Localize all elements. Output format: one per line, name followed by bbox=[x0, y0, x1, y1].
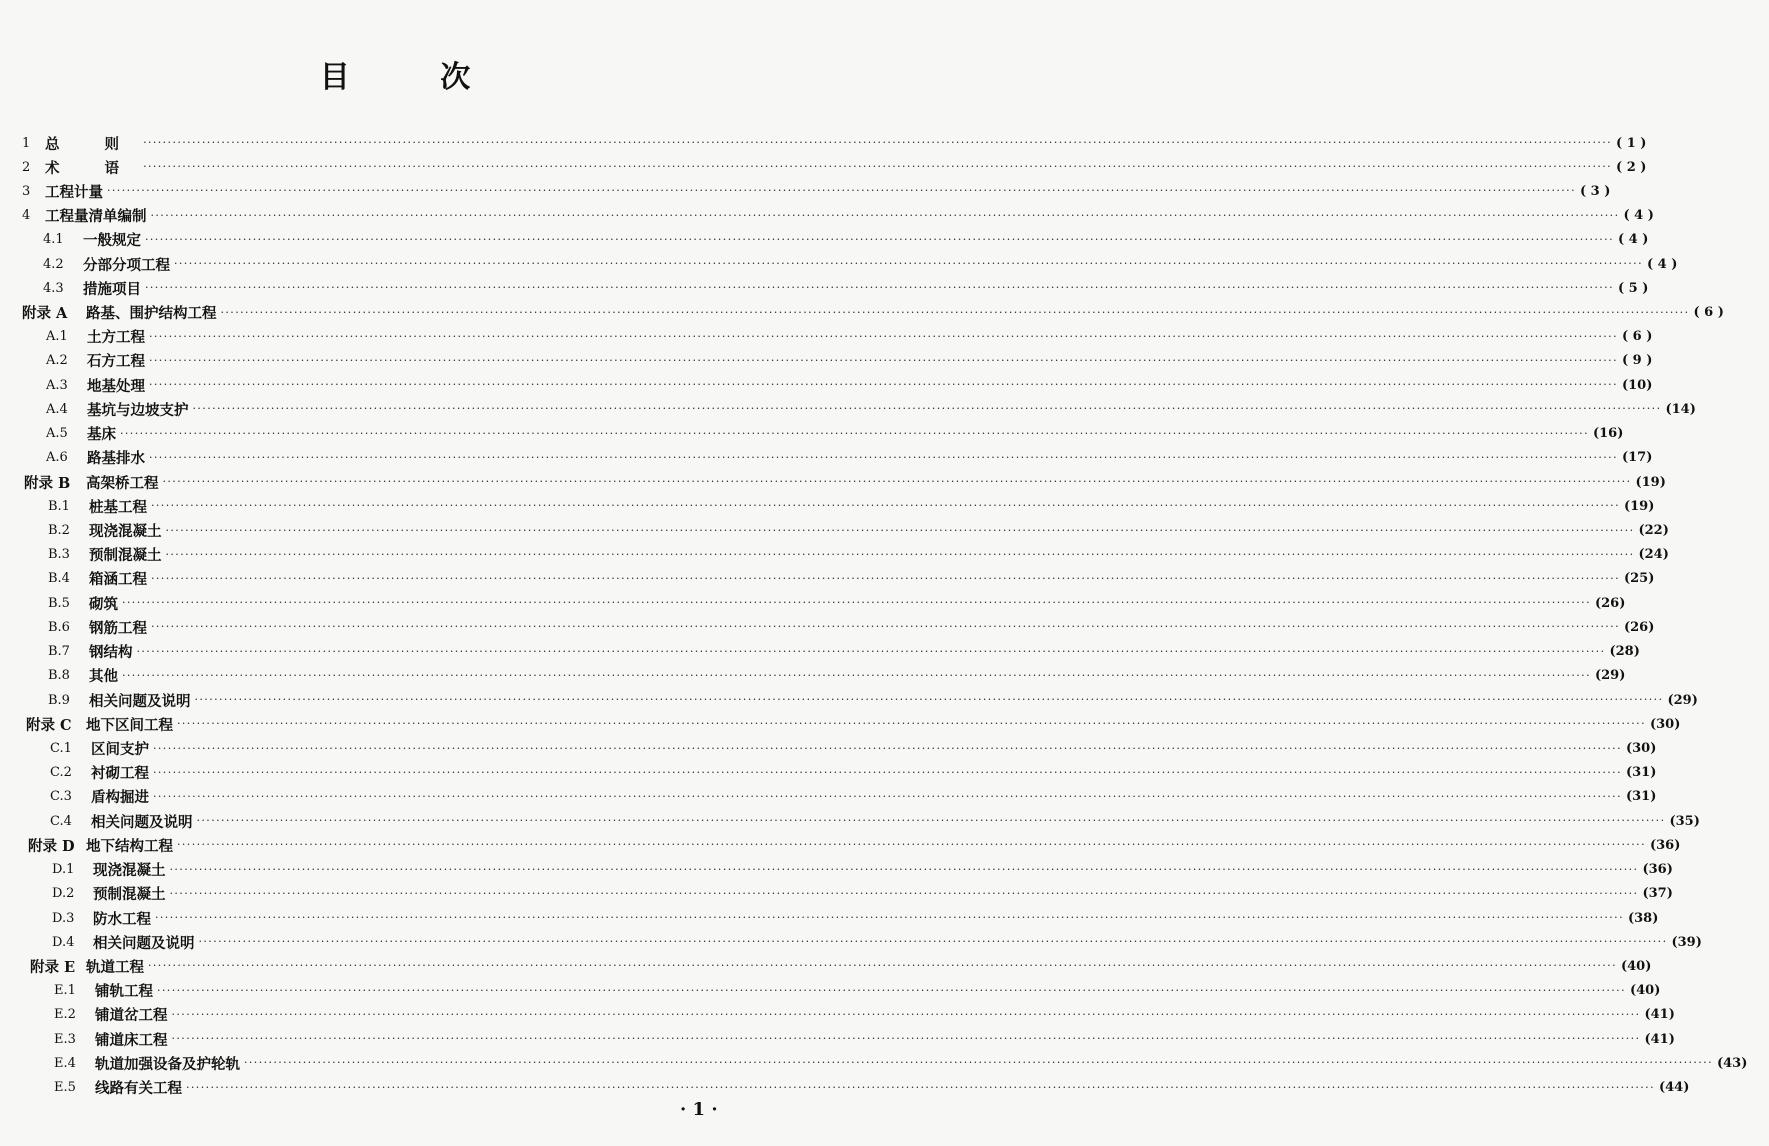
leader-dots: ············································································································································································································································································································ bbox=[153, 741, 1622, 755]
leader-dots: ············································································································································································································································································································ bbox=[145, 232, 1614, 246]
toc-entry-page: (19) bbox=[1623, 498, 1655, 514]
toc-entry-number: 附录 D bbox=[28, 837, 75, 855]
toc-entry-page: (40) bbox=[1620, 958, 1652, 974]
toc-entry[interactable] bbox=[0, 688, 1698, 712]
leader-dots: ············································································································································································································································································································ bbox=[149, 329, 1618, 343]
toc-entry-number: E.1 bbox=[54, 983, 76, 999]
leader-dots: ············································································································································································································································································································ bbox=[198, 935, 1668, 949]
leader-dots: ············································································································································································································································································································ bbox=[143, 136, 1613, 149]
toc-entry-page: (25) bbox=[1623, 571, 1655, 587]
toc-entry-page: ( 6 ) bbox=[1621, 329, 1653, 345]
toc-entry-number: C.1 bbox=[50, 741, 72, 756]
toc-entry[interactable] bbox=[0, 204, 1654, 228]
toc-entry[interactable] bbox=[0, 325, 1653, 349]
toc-entry-number: 附录 C bbox=[26, 716, 72, 734]
toc-entry-number: 2 bbox=[22, 159, 31, 175]
leader-dots: ············································································································································································································································································································ bbox=[148, 959, 1617, 973]
leader-dots: ············································································································································································································································································································ bbox=[150, 208, 1620, 222]
leader-dots: ············································································································································································································································································································ bbox=[192, 402, 1662, 416]
leader-dots: ············································································································································································································································································································ bbox=[177, 838, 1646, 852]
toc-entry-number: A.5 bbox=[46, 426, 68, 442]
toc-entry-label: 铺轨工程 bbox=[95, 983, 153, 1001]
toc-entry-number: C.4 bbox=[50, 813, 72, 829]
toc-entry[interactable] bbox=[0, 1051, 1748, 1075]
toc-entry[interactable] bbox=[0, 446, 1653, 470]
toc-entry-number: B.7 bbox=[48, 644, 70, 660]
toc-entry-number: B.3 bbox=[48, 547, 70, 563]
leader-dots: ············································································································································································································································································································ bbox=[145, 281, 1614, 295]
toc-entry-number: B.1 bbox=[48, 498, 70, 514]
toc-entry[interactable] bbox=[0, 1076, 1690, 1100]
toc-entry[interactable] bbox=[0, 858, 1673, 882]
toc-entry-label: 预制混凝土 bbox=[89, 547, 162, 565]
toc-entry-number: 4 bbox=[22, 208, 31, 224]
toc-entry-label: 区间支护 bbox=[91, 741, 149, 758]
toc-entry-label: 总 则 bbox=[45, 135, 140, 153]
toc-entry[interactable] bbox=[0, 567, 1655, 591]
toc-entry-page: (30) bbox=[1625, 741, 1657, 756]
toc-entry-number: B.4 bbox=[48, 571, 70, 587]
toc-entry-number: B.2 bbox=[48, 523, 70, 539]
toc-entry[interactable] bbox=[0, 276, 1649, 300]
toc-entry[interactable] bbox=[0, 882, 1673, 906]
toc-entry-number: E.3 bbox=[54, 1031, 76, 1047]
leader-dots: ············································································································································································································································································································ bbox=[122, 668, 1591, 682]
leader-dots: ············································································································································································································································································································ bbox=[174, 257, 1643, 271]
leader-dots: ············································································································································································································································································································ bbox=[165, 547, 1635, 561]
toc-entry-label: 地下结构工程 bbox=[86, 837, 173, 855]
toc-entry-label: 高架桥工程 bbox=[86, 474, 159, 492]
toc-entry-label: 分部分项工程 bbox=[83, 256, 170, 274]
toc-entry-page: (37) bbox=[1642, 886, 1673, 902]
toc-entry-number: E.5 bbox=[54, 1080, 76, 1096]
toc-entry-label: 措施项目 bbox=[83, 280, 141, 298]
toc-entry-number: A.1 bbox=[46, 329, 68, 345]
toc-entry[interactable] bbox=[0, 954, 1652, 978]
toc-entry[interactable] bbox=[0, 373, 1653, 397]
toc-entry[interactable] bbox=[0, 1003, 1675, 1027]
toc-entry-label: 术 语 bbox=[45, 159, 140, 177]
toc-entry-page: (29) bbox=[1667, 692, 1698, 708]
leader-dots: ············································································································································································································································································································ bbox=[136, 644, 1606, 658]
leader-dots: ············································································································································································································································································································ bbox=[171, 1007, 1641, 1021]
toc-entry[interactable] bbox=[0, 519, 1669, 543]
toc-entry-label: 其他 bbox=[89, 668, 118, 686]
toc-entry[interactable] bbox=[0, 397, 1696, 421]
toc-entry-label: 一般规定 bbox=[83, 232, 141, 250]
leader-dots: ············································································································································································································································································································ bbox=[120, 426, 1589, 440]
toc-entry[interactable] bbox=[0, 131, 1647, 155]
toc-entry-page: ( 6 ) bbox=[1693, 305, 1724, 321]
leader-dots: ············································································································································································································································································································ bbox=[157, 983, 1626, 997]
toc-entry[interactable] bbox=[0, 228, 1649, 252]
toc-entry-page: (26) bbox=[1623, 619, 1655, 635]
toc-entry-label: 桩基工程 bbox=[89, 498, 147, 516]
toc-entry-number: 附录 E bbox=[30, 958, 76, 976]
toc-entry-page: (19) bbox=[1635, 474, 1666, 490]
toc-entry-label: 现浇混凝土 bbox=[93, 862, 166, 880]
toc-entry-number: A.6 bbox=[46, 450, 68, 466]
toc-entry-label: 线路有关工程 bbox=[95, 1080, 182, 1098]
toc-entry-number: E.4 bbox=[54, 1055, 76, 1071]
toc-entry-number: D.2 bbox=[52, 886, 75, 902]
toc-entry-label: 地基处理 bbox=[87, 377, 145, 395]
toc-entry-number: 4.2 bbox=[43, 256, 64, 272]
toc-entry-page: (44) bbox=[1658, 1080, 1690, 1096]
toc-entry[interactable] bbox=[0, 979, 1661, 1003]
toc-entry-page: (10) bbox=[1621, 377, 1653, 393]
toc-entry-label: 路基、围护结构工程 bbox=[86, 305, 217, 323]
leader-dots: ············································································································································································································································································································ bbox=[149, 378, 1618, 392]
toc-entry[interactable] bbox=[0, 1027, 1675, 1051]
leader-dots: ············································································································································································································································································································ bbox=[177, 717, 1646, 731]
toc-entry-label: 防水工程 bbox=[93, 910, 151, 928]
toc-entry-number: D.4 bbox=[52, 934, 75, 950]
toc-entry-label: 钢结构 bbox=[89, 644, 133, 662]
toc-entry[interactable] bbox=[0, 712, 1681, 736]
leader-dots: ············································································································································································································································································································ bbox=[171, 1032, 1641, 1046]
toc-entry[interactable] bbox=[0, 155, 1647, 179]
toc-entry-page: (24) bbox=[1638, 547, 1669, 563]
toc-entry-label: 相关问题及说明 bbox=[93, 934, 195, 952]
toc-entry-label: 铺道床工程 bbox=[95, 1031, 168, 1049]
toc-entry-number: 4.3 bbox=[43, 280, 64, 296]
toc-entry[interactable] bbox=[0, 422, 1624, 446]
toc-entry-label: 衬砌工程 bbox=[91, 765, 149, 783]
toc-entry-label: 地下区间工程 bbox=[86, 716, 173, 734]
toc-entry-label: 砌筑 bbox=[89, 595, 118, 613]
toc-entry-number: A.4 bbox=[46, 401, 68, 417]
toc-entry-page: ( 3 ) bbox=[1579, 183, 1611, 199]
toc-entry-label: 工程量清单编制 bbox=[45, 208, 147, 226]
leader-dots: ············································································································································································································································································································ bbox=[122, 596, 1591, 610]
toc-entry-label: 铺道岔工程 bbox=[95, 1007, 168, 1025]
toc-entry-number: B.9 bbox=[48, 692, 70, 708]
toc-entry-label: 相关问题及说明 bbox=[91, 813, 193, 831]
toc-entry-page: ( 9 ) bbox=[1621, 353, 1653, 369]
toc-entry-page: ( 4 ) bbox=[1623, 208, 1654, 224]
toc-entry-page: (41) bbox=[1644, 1031, 1675, 1047]
toc-entry-number: 附录 A bbox=[22, 305, 68, 323]
toc-entry-label: 轨道加强设备及护轮轨 bbox=[95, 1055, 240, 1073]
toc-entry[interactable] bbox=[0, 494, 1655, 518]
toc-entry-number: C.2 bbox=[50, 765, 72, 781]
toc-entry-page: (39) bbox=[1671, 934, 1702, 950]
leader-dots: ············································································································································································································································································································ bbox=[244, 1056, 1713, 1070]
leader-dots: ············································································································································································································································································································ bbox=[169, 886, 1639, 900]
toc-entry[interactable] bbox=[0, 761, 1657, 785]
leader-dots: ············································································································································································································································································································ bbox=[196, 814, 1666, 828]
toc-entry[interactable] bbox=[0, 930, 1702, 954]
toc-entry-label: 轨道工程 bbox=[86, 958, 144, 976]
toc-entry[interactable] bbox=[0, 252, 1678, 276]
toc-entry-page: (28) bbox=[1609, 644, 1640, 660]
toc-entry-page: ( 5 ) bbox=[1617, 280, 1649, 296]
leader-dots: ············································································································································································································································································································ bbox=[169, 862, 1639, 876]
toc-entry[interactable] bbox=[0, 615, 1655, 639]
toc-entry-number: 3 bbox=[22, 183, 31, 199]
leader-dots: ············································································································································································································································································································ bbox=[149, 450, 1618, 464]
toc-entry-page: (38) bbox=[1627, 910, 1659, 926]
toc-entry-number: A.3 bbox=[46, 377, 68, 393]
toc-entry-label: 基坑与边坡支护 bbox=[87, 401, 189, 419]
toc-entry-page: ( 1 ) bbox=[1616, 135, 1647, 151]
toc-entry-number: B.8 bbox=[48, 668, 70, 684]
toc-entry[interactable] bbox=[0, 470, 1666, 494]
toc-entry-page: (16) bbox=[1592, 426, 1624, 442]
leader-dots: ············································································································································································································································································································ bbox=[151, 620, 1620, 634]
toc-entry-page: (36) bbox=[1642, 862, 1673, 878]
toc-entry-page: ( 4 ) bbox=[1617, 232, 1649, 248]
leader-dots: ············································································································································································································································································································ bbox=[186, 1080, 1655, 1094]
toc-entry-label: 钢筋工程 bbox=[89, 619, 147, 637]
toc-entry-page: (43) bbox=[1716, 1055, 1748, 1071]
toc-entry-label: 土方工程 bbox=[87, 329, 145, 347]
toc-entry-label: 预制混凝土 bbox=[93, 886, 166, 904]
toc-entry[interactable] bbox=[0, 906, 1659, 930]
toc-entry-label: 工程计量 bbox=[45, 183, 103, 201]
toc-entry-label: 石方工程 bbox=[87, 353, 145, 371]
toc-entry-number: B.5 bbox=[48, 595, 70, 611]
leader-dots: ············································································································································································································································································································ bbox=[194, 693, 1664, 707]
leader-dots: ············································································································································································································································································································ bbox=[165, 523, 1635, 537]
toc-entry-page: (31) bbox=[1625, 789, 1657, 805]
page-title: 目 次 bbox=[319, 60, 511, 95]
toc-entry-number: E.2 bbox=[54, 1007, 76, 1023]
toc-entry[interactable] bbox=[0, 640, 1640, 664]
leader-dots: ············································································································································································································································································································ bbox=[143, 160, 1613, 174]
toc-entry-number: 附录 B bbox=[24, 474, 71, 492]
toc-entry-page: ( 2 ) bbox=[1616, 159, 1647, 175]
toc-entry-page: (40) bbox=[1629, 983, 1661, 999]
toc-entry-page: (30) bbox=[1649, 716, 1681, 732]
toc-entry-page: (31) bbox=[1625, 765, 1657, 781]
toc-entry-page: (36) bbox=[1649, 837, 1681, 853]
toc-entry[interactable] bbox=[0, 543, 1669, 567]
toc-entry-label: 基床 bbox=[87, 426, 116, 444]
toc-entry[interactable] bbox=[0, 664, 1626, 688]
toc-entry[interactable] bbox=[0, 737, 1657, 761]
toc-entry-page: (29) bbox=[1594, 668, 1626, 684]
toc-entry-number: D.1 bbox=[52, 862, 75, 878]
leader-dots: ············································································································································································································································································································ bbox=[220, 305, 1690, 319]
leader-dots: ············································································································································································································································································································ bbox=[153, 789, 1622, 803]
toc-entry-page: (17) bbox=[1621, 450, 1653, 466]
toc-entry-label: 箱涵工程 bbox=[89, 571, 147, 589]
leader-dots: ············································································································································································································································································································ bbox=[151, 571, 1620, 585]
toc-entry-label: 盾构掘进 bbox=[91, 789, 149, 807]
toc-entry-label: 相关问题及说明 bbox=[89, 692, 191, 710]
toc-entry[interactable] bbox=[0, 833, 1681, 857]
toc-entry-number: B.6 bbox=[48, 619, 70, 635]
toc-entry-number: 4.1 bbox=[43, 232, 64, 248]
toc-entry-number: A.2 bbox=[46, 353, 68, 369]
toc-entry-label: 路基排水 bbox=[87, 450, 145, 468]
toc-entry[interactable] bbox=[0, 349, 1653, 373]
toc-entry-page: (41) bbox=[1644, 1007, 1675, 1023]
toc-entry-page: (35) bbox=[1669, 813, 1700, 829]
toc-entry-number: D.3 bbox=[52, 910, 75, 926]
toc-entry-number: 1 bbox=[22, 135, 31, 151]
toc-entry-page: (26) bbox=[1594, 595, 1626, 611]
toc-entry-label: 现浇混凝土 bbox=[89, 523, 162, 541]
leader-dots: ············································································································································································································································································································ bbox=[107, 184, 1576, 198]
toc-entry-page: (14) bbox=[1665, 401, 1696, 417]
toc-entry[interactable] bbox=[0, 809, 1700, 833]
page-number: · 1 · bbox=[680, 1099, 718, 1120]
leader-dots: ············································································································································································································································································································ bbox=[151, 499, 1620, 513]
toc-entry-number: C.3 bbox=[50, 789, 72, 805]
toc-entry-page: ( 4 ) bbox=[1646, 256, 1678, 272]
leader-dots: ············································································································································································································································································································ bbox=[153, 765, 1622, 779]
leader-dots: ············································································································································································································································································································ bbox=[149, 353, 1618, 367]
toc-entry[interactable] bbox=[0, 179, 1611, 203]
toc-entry[interactable] bbox=[0, 591, 1626, 615]
toc-entry-page: (22) bbox=[1638, 523, 1669, 539]
leader-dots: ············································································································································································································································································································ bbox=[162, 475, 1632, 489]
leader-dots: ············································································································································································································································································································ bbox=[155, 911, 1624, 925]
toc-entry[interactable] bbox=[0, 785, 1657, 809]
toc-entry[interactable] bbox=[0, 301, 1724, 325]
